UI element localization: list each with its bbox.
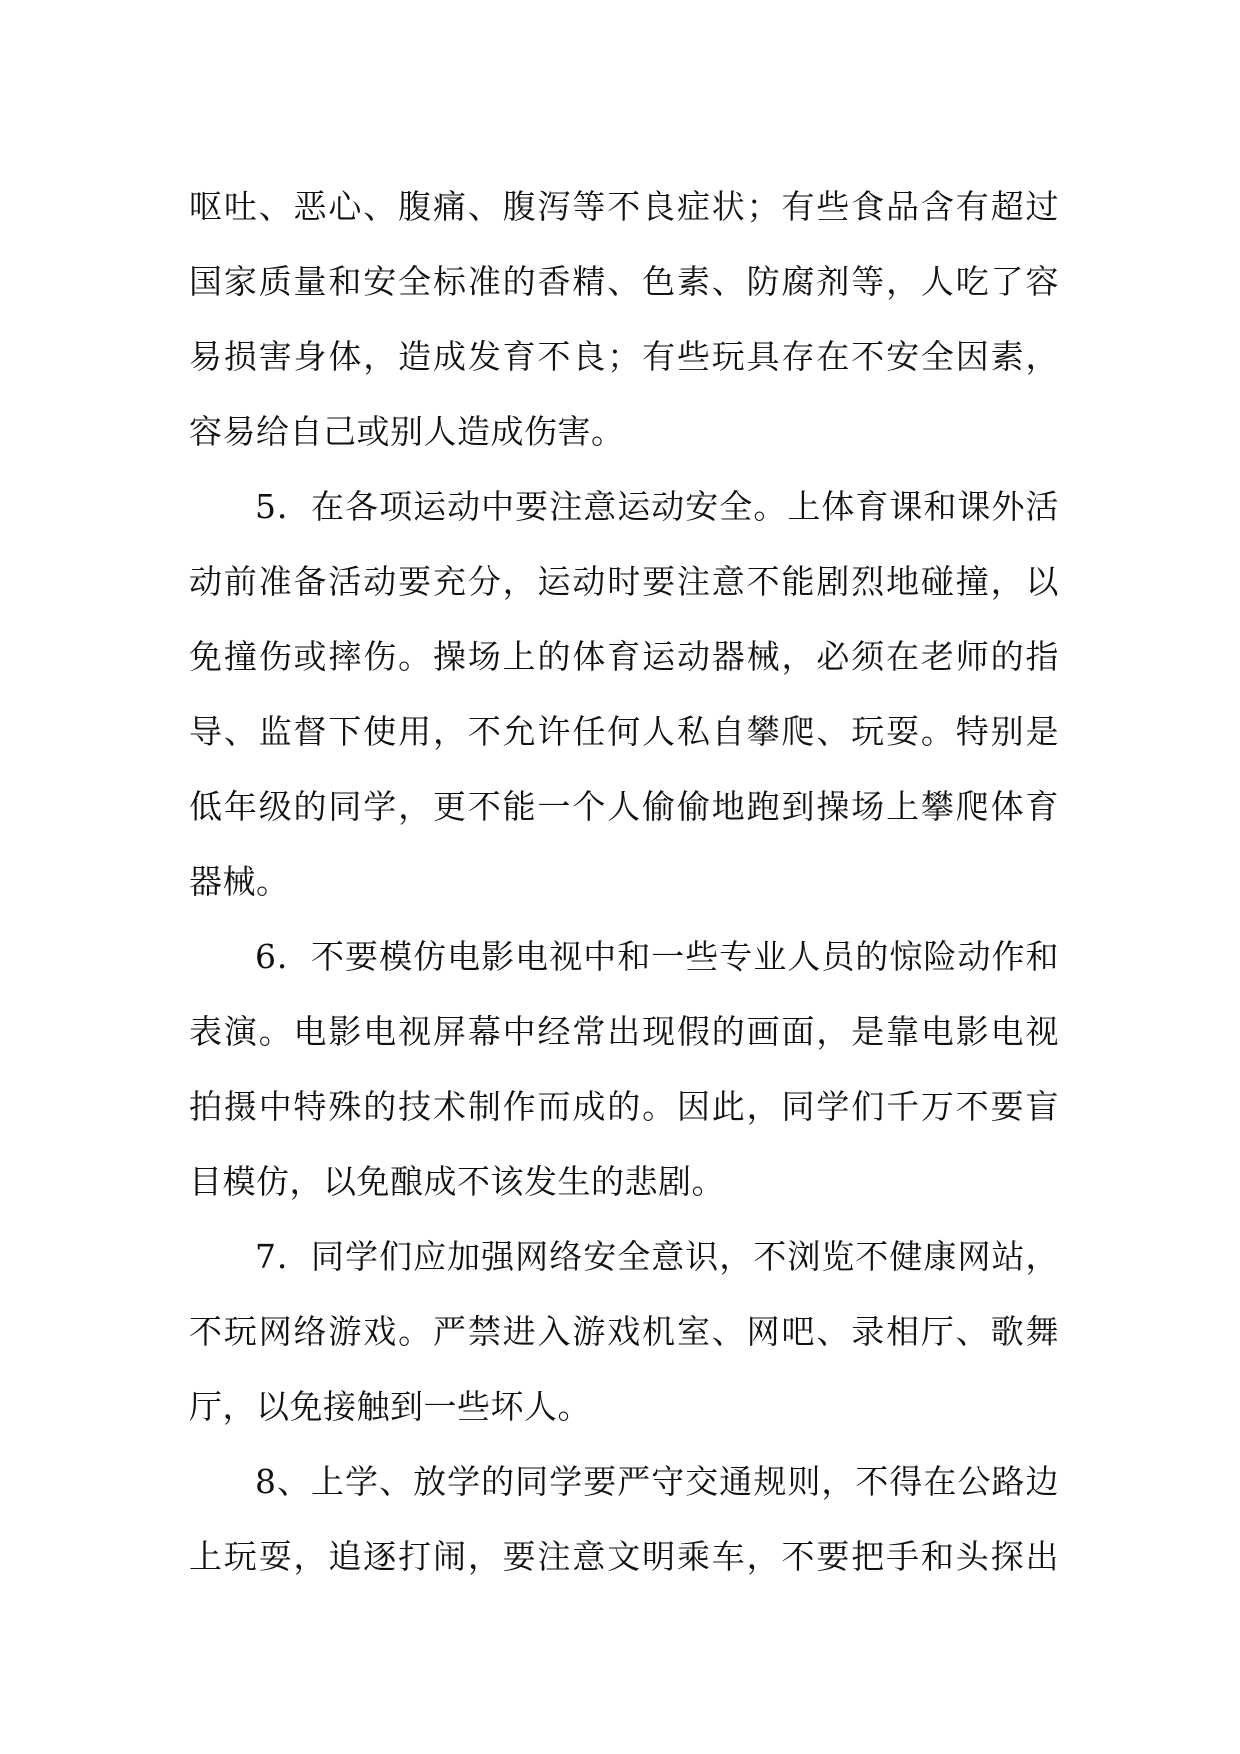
text-line: 目模仿，以免酿成不该发生的悲剧。 bbox=[189, 1162, 725, 1201]
text-line: 拍摄中特殊的技术制作而成的。因此，同学们千万不要盲 bbox=[189, 1087, 1059, 1126]
text-line: 8、上学、放学的同学要严守交通规则，不得在公路边 bbox=[255, 1462, 1059, 1501]
document-body bbox=[189, 169, 1059, 1594]
text-line: 7．同学们应加强网络安全意识，不浏览不健康网站， bbox=[255, 1237, 1059, 1276]
text-line: 低年级的同学，更不能一个人偷偷地跑到操场上攀爬体育 bbox=[189, 787, 1059, 826]
text-line: 5．在各项运动中要注意运动安全。上体育课和课外活 bbox=[255, 487, 1059, 526]
text-line: 器械。 bbox=[189, 862, 290, 901]
text-line: 容易给自己或别人造成伤害。 bbox=[189, 412, 625, 451]
text-line: 厅，以免接触到一些坏人。 bbox=[189, 1387, 591, 1426]
text-line: 不玩网络游戏。严禁进入游戏机室、网吧、录相厅、歌舞 bbox=[189, 1312, 1059, 1351]
text-line: 上玩耍，追逐打闹，要注意文明乘车，不要把手和头探出 bbox=[189, 1537, 1059, 1576]
text-line: 表演。电影电视屏幕中经常出现假的画面，是靠电影电视 bbox=[189, 1012, 1059, 1051]
text-line: 导、监督下使用，不允许任何人私自攀爬、玩耍。特别是 bbox=[189, 712, 1059, 751]
paragraph-item-7 bbox=[189, 1219, 1059, 1444]
text-line: 动前准备活动要充分，运动时要注意不能剧烈地碰撞，以 bbox=[189, 562, 1059, 601]
paragraph-food-safety-continued bbox=[189, 169, 1059, 469]
paragraph-item-8 bbox=[189, 1444, 1059, 1594]
text-line: 呕吐、恶心、腹痛、腹泻等不良症状；有些食品含有超过 bbox=[189, 187, 1059, 226]
paragraph-item-6 bbox=[189, 919, 1059, 1219]
text-line: 国家质量和安全标准的香精、色素、防腐剂等，人吃了容 bbox=[189, 262, 1059, 301]
text-line: 免撞伤或摔伤。操场上的体育运动器械，必须在老师的指 bbox=[189, 637, 1059, 676]
paragraph-item-5 bbox=[189, 469, 1059, 919]
text-line: 6．不要模仿电影电视中和一些专业人员的惊险动作和 bbox=[255, 937, 1059, 976]
text-line: 易损害身体，造成发育不良；有些玩具存在不安全因素， bbox=[189, 337, 1059, 376]
